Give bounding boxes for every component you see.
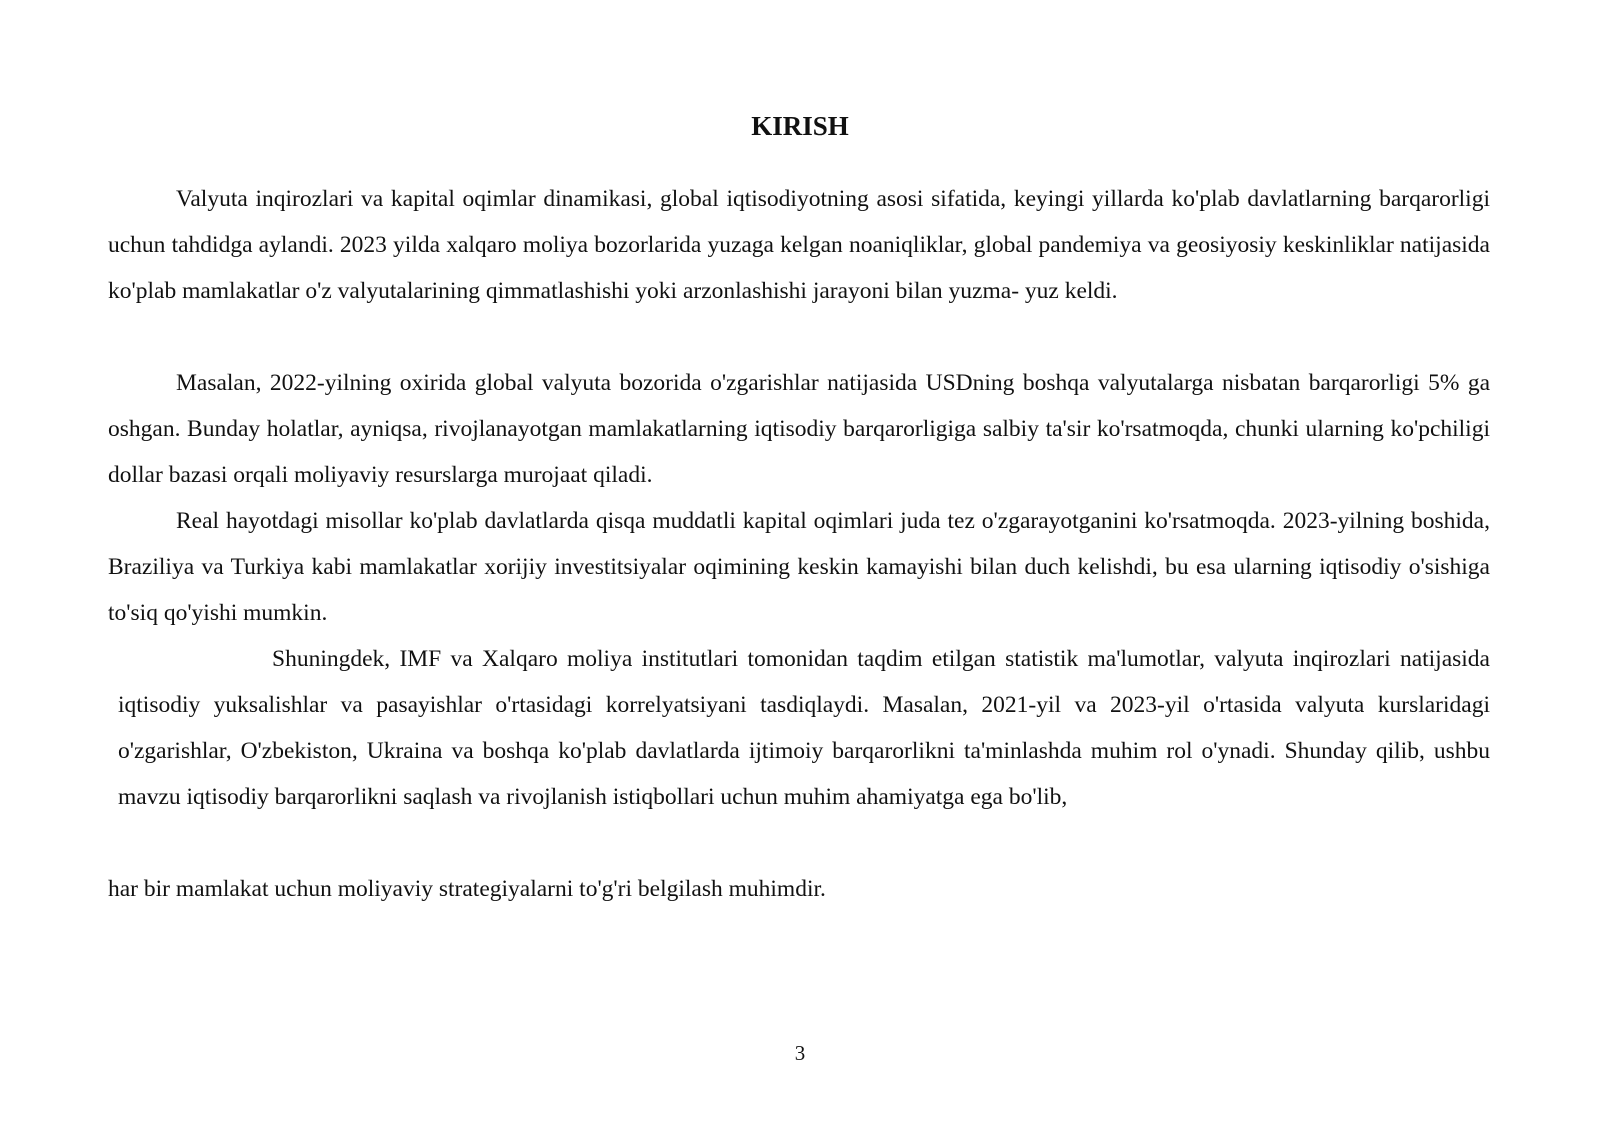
page-number: 3 (794, 1041, 806, 1065)
paragraph: Shuningdek, IMF va Xalqaro moliya institutlari tomonidan taqdim etilgan statistik ma'lumotlar, valyuta inqirozlari natijasida iqtisodiy yuksalishlar va pasayishlar o'rtasidagi korrelyatsiyani tasdiqlaydi. Masalan, 2021-yil va 2023-yil o'rtasida valyuta kurslaridagi o'zgarishlar, O'zbekiston, Ukraina va boshqa ko'plab davlatlarda ijtimoiy barqarorlikni ta'minlashda muhim rol o'ynadi. Shunday qilib, ushbu mavzu iqtisodiy barqarorlikni saqlash va rivojlanish istiqbollari uchun muhim ahamiyatga ega bo'lib, (118, 646, 1490, 810)
paragraph: Real hayotdagi misollar ko'plab davlatlarda qisqa muddatli kapital oqimlari juda tez o'zgarayotganini ko'rsatmoqda. 2023-yilning boshida, Braziliya va Turkiya kabi mamlakatlar xorijiy investitsiyalar oqimining keskin kamayishi bilan duch kelishdi, bu esa ularning iqtisodiy o'sishiga to'siq qo'yishi mumkin. (108, 508, 1490, 626)
paragraph-continuation: har bir mamlakat uchun moliyaviy strategiyalarni to'g'ri belgilash muhimdir. (108, 876, 826, 902)
paragraph: Valyuta inqirozlari va kapital oqimlar dinamikasi, global iqtisodiyotning asosi sifatida, keyingi yillarda ko'plab davlatlarning barqarorligi uchun tahdidga aylandi. 2023 yilda xalqaro moliya bozorlarida yuzaga kelgan noaniqliklar, global pandemiya va geosiyosiy keskinliklar natijasida ko'plab mamlakatlar o'z valyutalarining qimmatlashishi yoki arzonlashishi jarayoni bilan yuzma- yuz keldi. (108, 186, 1490, 304)
page-title: KIRISH (751, 111, 849, 141)
paragraph: Masalan, 2022-yilning oxirida global valyuta bozorida o'zgarishlar natijasida USDning boshqa valyutalarga nisbatan barqarorligi 5% ga oshgan. Bunday holatlar, ayniqsa, rivojlanayotgan mamlakatlarning iqtisodiy barqarorligiga salbiy ta'sir ko'rsatmoqda, chunki ularning ko'pchiligi dollar bazasi orqali moliyaviy resurslarga murojaat qiladi. (108, 370, 1490, 488)
